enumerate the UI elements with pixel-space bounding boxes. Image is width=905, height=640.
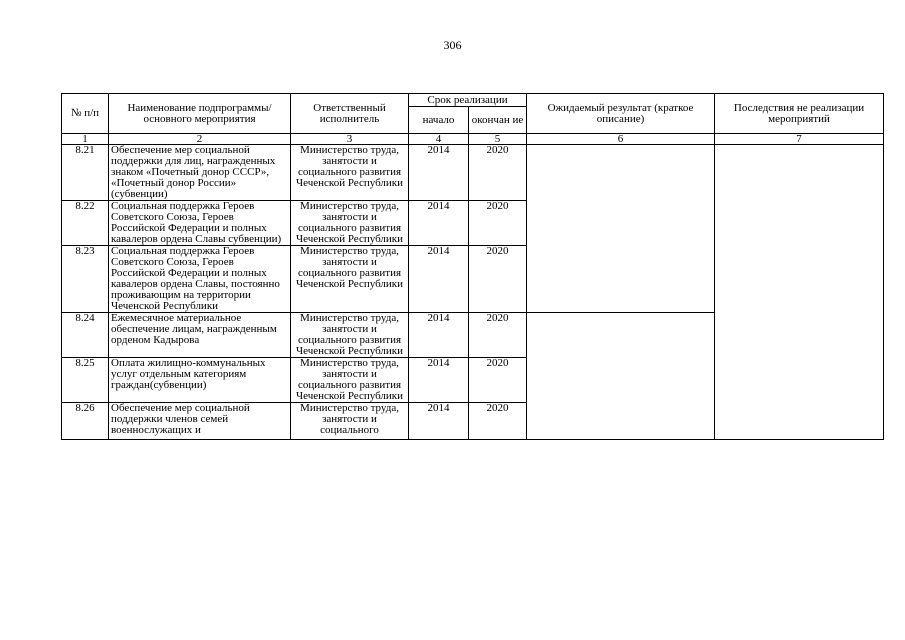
column-number: 1 — [62, 134, 109, 145]
column-number: 6 — [527, 134, 715, 145]
expected-result-cell — [527, 145, 715, 313]
executor: Министерство труда, занятости и социального развития Чеченской Республики — [291, 246, 409, 313]
measure-name: Обеспечение мер социальной поддержки для лиц, награжденных знаком «Почетный донор СССР», «Почетный донор России» (субвенции) — [109, 145, 291, 201]
header-term: Срок реализации — [409, 94, 527, 107]
column-number: 4 — [409, 134, 469, 145]
end-year: 2020 — [469, 313, 527, 358]
header-start: начало — [409, 107, 469, 134]
end-year: 2020 — [469, 145, 527, 201]
header-end: окончан ие — [469, 107, 527, 134]
row-number: 8.24 — [62, 313, 109, 358]
end-year: 2020 — [469, 358, 527, 403]
end-year: 2020 — [469, 403, 527, 440]
start-year: 2014 — [409, 358, 469, 403]
column-number: 5 — [469, 134, 527, 145]
column-number: 2 — [109, 134, 291, 145]
end-year: 2020 — [469, 246, 527, 313]
measure-name: Социальная поддержка Героев Советского Союза, Героев Российской Федерации и полных кавалеров ордена Славы субвенции) — [109, 201, 291, 246]
row-number: 8.26 — [62, 403, 109, 440]
executor: Министерство труда, занятости и социального развития Чеченской Республики — [291, 358, 409, 403]
header-consequences: Последствия не реализации мероприятий — [715, 94, 884, 134]
expected-result-cell — [527, 313, 715, 440]
header-name: Наименование подпрограммы/ основного мероприятия — [109, 94, 291, 134]
executor: Министерство труда, занятости и социального развития Чеченской Республики — [291, 313, 409, 358]
row-number: 8.23 — [62, 246, 109, 313]
measure-name: Ежемесячное материальное обеспечение лицам, награжденным орденом Кадырова — [109, 313, 291, 358]
header-result: Ожидаемый результат (краткое описание) — [527, 94, 715, 134]
executor: Министерство труда, занятости и социального развития Чеченской Республики — [291, 201, 409, 246]
end-year: 2020 — [469, 201, 527, 246]
header-executor: Ответственный исполнитель — [291, 94, 409, 134]
measure-name: Социальная поддержка Героев Советского Союза, Героев Российской Федерации и полных кавалеров ордена Славы, постоянно проживающим на территории Чеченской Республики — [109, 246, 291, 313]
executor: Министерство труда, занятости и социального развития Чеченской Республики — [291, 145, 409, 201]
row-number: 8.21 — [62, 145, 109, 201]
measure-name: Обеспечение мер социальной поддержки членов семей военнослужащих и — [109, 403, 291, 440]
start-year: 2014 — [409, 145, 469, 201]
start-year: 2014 — [409, 246, 469, 313]
row-number: 8.22 — [62, 201, 109, 246]
header-num: № п/п — [62, 94, 109, 134]
start-year: 2014 — [409, 403, 469, 440]
measure-name: Оплата жилищно-коммунальных услуг отдельным категориям граждан(субвенции) — [109, 358, 291, 403]
table-row — [62, 145, 884, 201]
column-number: 7 — [715, 134, 884, 145]
start-year: 2014 — [409, 313, 469, 358]
start-year: 2014 — [409, 201, 469, 246]
row-number: 8.25 — [62, 358, 109, 403]
column-number: 3 — [291, 134, 409, 145]
program-table — [61, 93, 884, 440]
page-number: 306 — [443, 38, 462, 52]
executor: Министерство труда, занятости и социального — [291, 403, 409, 440]
consequences-cell — [715, 145, 884, 440]
